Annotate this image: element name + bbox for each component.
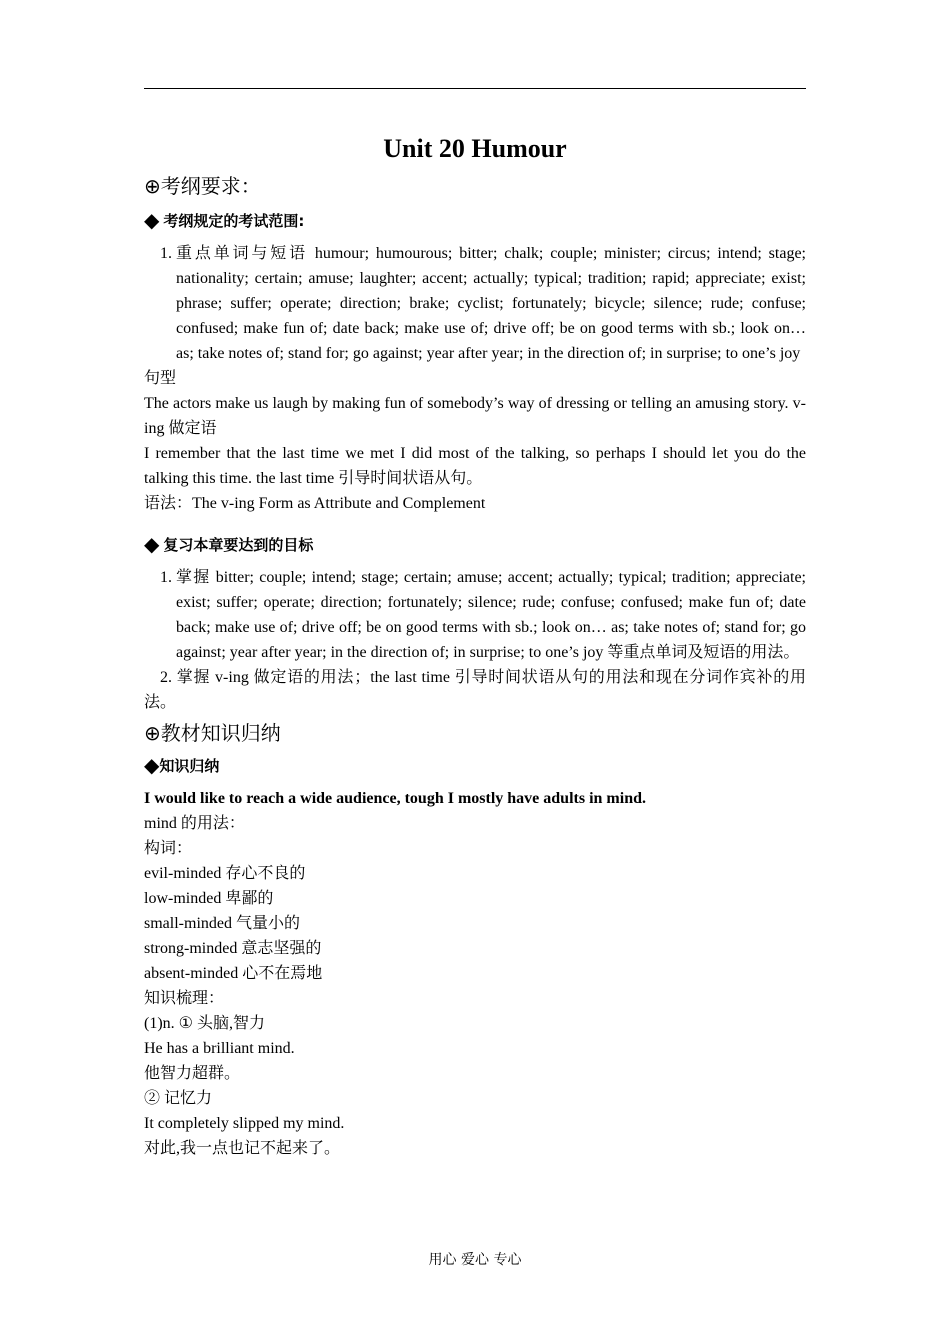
subsection-heading-label: 复习本章要达到的目标 xyxy=(163,536,314,554)
list-item-number: 1. xyxy=(160,569,172,586)
document-body xyxy=(144,132,806,1161)
text-line: low-minded 卑鄙的 xyxy=(144,890,274,907)
list-item-text: 掌握 bitter; couple; intend; stage; certain; amuse; accent; actually; typical; tradition; appreciate; exist; suffer; operate; direction; fortunately; silence; rude; confuse; confused; make fun of; date back; make use of; drive off; be on good terms with sb.; look on… as; take notes of; stand for; go against; year after year; in the direction of; in surprise; to one’s joy 等重点单词及短语的用法。 xyxy=(176,569,806,661)
subsection-heading-review-goals xyxy=(144,532,806,557)
key-sentence: I would like to reach a wide audience, tough I mostly have adults in mind. xyxy=(144,790,646,807)
text-line: absent-minded 心不在焉地 xyxy=(144,965,323,982)
subsection-heading-label: 知识归纳 xyxy=(159,757,220,775)
text-line: 知识梳理： xyxy=(144,990,225,1007)
document-page xyxy=(144,0,806,1344)
subsection-heading-exam-scope xyxy=(144,208,806,233)
subsection-heading-label: 考纲规定的考试范围: xyxy=(163,212,305,230)
black-diamond-icon: ◆ xyxy=(144,532,160,556)
list-item xyxy=(144,241,806,366)
black-diamond-icon: ◆ xyxy=(144,208,160,232)
section-heading-exam-requirements: ⊕考纲要求： xyxy=(144,174,261,198)
text-line: 构词： xyxy=(144,840,193,857)
subsection-heading-knowledge-summary xyxy=(144,753,806,778)
text-line: evil-minded 存心不良的 xyxy=(144,865,306,882)
header-rule xyxy=(144,88,806,89)
sentence-pattern-label: 句型 xyxy=(144,370,177,387)
text-line: 对此,我一点也记不起来了。 xyxy=(144,1140,341,1157)
page-footer: 用心 爱心 专心 xyxy=(428,1252,522,1268)
text-line: It completely slipped my mind. xyxy=(144,1115,345,1132)
text-line: mind 的用法： xyxy=(144,815,245,832)
text-line: (1)n. ① 头脑,智力 xyxy=(144,1015,266,1032)
text-line: ② 记忆力 xyxy=(144,1090,213,1107)
text-line: strong-minded 意志坚强的 xyxy=(144,940,322,957)
grammar-line: 语法：The v-ing Form as Attribute and Complement xyxy=(144,495,486,512)
list-item-text: 重点单词与短语 humour; humourous; bitter; chalk; couple; minister; circus; intend; stage; nationality; certain; amuse; laughter; accent; actually; typical; tradition; rapid; appreciate; exist; phrase; suffer; operate; direction; brake; cyclist; fortunately; bicycle; silence; rude; confuse; confused; make fun of; date back; make use of; drive off; be on good terms with sb.; look on… as; take notes of; stand for; go against; year after year; in the direction of; in surprise; to one’s joy xyxy=(176,245,806,362)
section-heading-textbook-knowledge: ⊕教材知识归纳 xyxy=(144,721,281,745)
black-diamond-icon: ◆ xyxy=(144,753,160,777)
sentence-pattern-1: The actors make us laugh by making fun of somebody’s way of dressing or telling an amusing story. v-ing 做定语 xyxy=(144,395,806,437)
list-item-number: 1. xyxy=(160,245,172,262)
text-line: He has a brilliant mind. xyxy=(144,1040,295,1057)
list-item xyxy=(144,565,806,665)
sentence-pattern-2: I remember that the last time we met I did most of the talking, so perhaps I should let you do the talking this time. the last time 引导时间状语从句。 xyxy=(144,445,806,487)
page-title: Unit 20 Humour xyxy=(383,134,567,163)
text-line: small-minded 气量小的 xyxy=(144,915,300,932)
text-line: 他智力超群。 xyxy=(144,1065,241,1082)
list-item: 2. 掌握 v-ing 做定语的用法；the last time 引导时间状语从句的用法和现在分词作宾补的用法。 xyxy=(144,669,806,711)
